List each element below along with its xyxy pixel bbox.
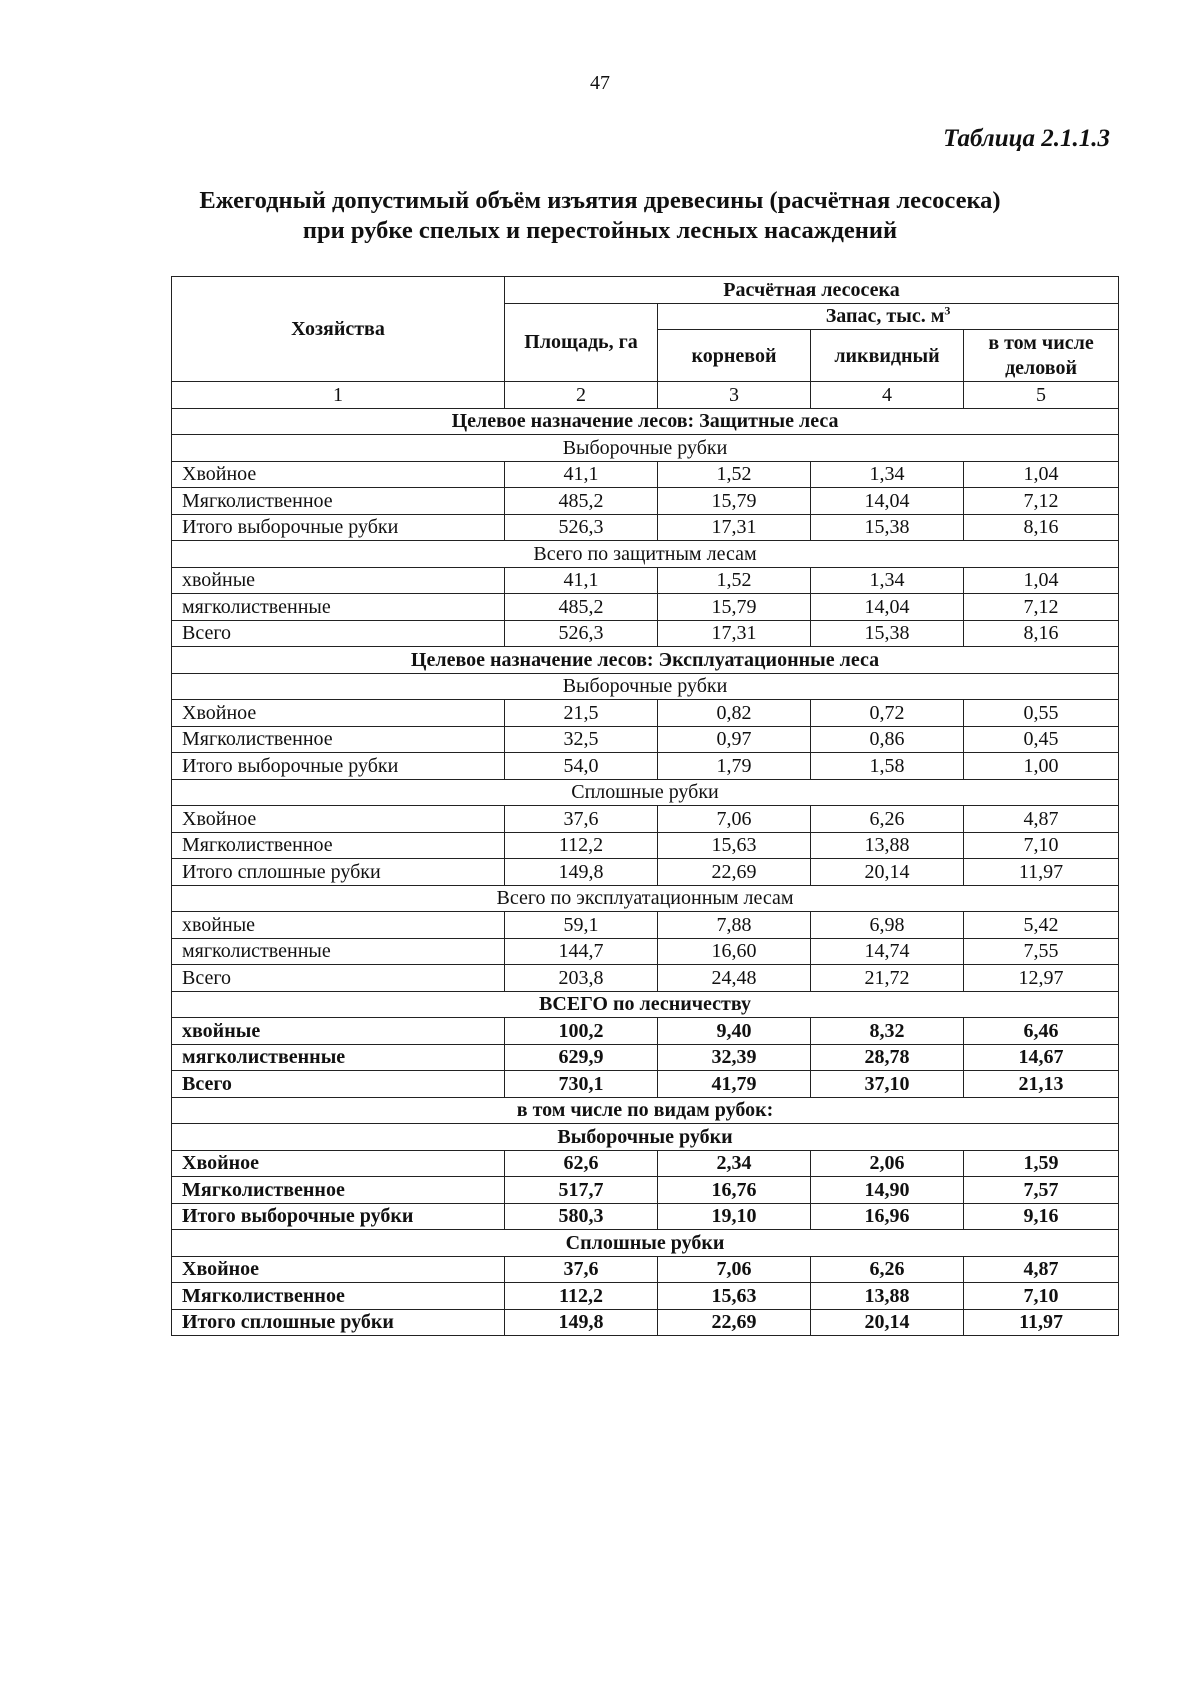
- business-stock-cell: 1,59: [964, 1150, 1119, 1177]
- header-stock-label: Запас, тыс. м: [825, 305, 945, 328]
- liquid-stock-cell: 21,72: [811, 965, 964, 992]
- business-stock-cell: 11,97: [964, 1309, 1119, 1336]
- area-cell: 517,7: [505, 1177, 658, 1204]
- table-row: [172, 938, 1119, 965]
- farm-name-cell: хвойные: [172, 912, 505, 939]
- farm-name-cell: Мягколиственное: [172, 726, 505, 753]
- section-title: Всего по защитным лесам: [172, 541, 1119, 568]
- table-row: [172, 1018, 1119, 1045]
- business-stock-cell: 6,46: [964, 1018, 1119, 1045]
- business-stock-cell: 7,10: [964, 832, 1119, 859]
- business-stock-cell: 7,10: [964, 1283, 1119, 1310]
- area-cell: 41,1: [505, 567, 658, 594]
- liquid-stock-cell: 1,58: [811, 753, 964, 780]
- business-stock-cell: 14,67: [964, 1044, 1119, 1071]
- section-header-row: [172, 991, 1119, 1018]
- root-stock-cell: 16,60: [658, 938, 811, 965]
- section-header-row: [172, 1230, 1119, 1257]
- liquid-stock-cell: 6,98: [811, 912, 964, 939]
- root-stock-cell: 2,34: [658, 1150, 811, 1177]
- area-cell: 526,3: [505, 514, 658, 541]
- root-stock-cell: 9,40: [658, 1018, 811, 1045]
- farm-name-cell: Мягколиственное: [172, 832, 505, 859]
- business-stock-cell: 11,97: [964, 859, 1119, 886]
- farm-name-cell: Всего: [172, 620, 505, 647]
- liquid-stock-cell: 6,26: [811, 1256, 964, 1283]
- table-label: Таблица 2.1.1.3: [943, 125, 1110, 152]
- table-body: [172, 408, 1119, 1336]
- liquid-stock-cell: 20,14: [811, 859, 964, 886]
- section-header-row: [172, 647, 1119, 674]
- header-business: в том числе деловой: [964, 330, 1119, 382]
- page-number: 47: [590, 72, 610, 94]
- table-row: [172, 620, 1119, 647]
- table-row: [172, 912, 1119, 939]
- header-root: корневой: [658, 330, 811, 382]
- root-stock-cell: 0,82: [658, 700, 811, 727]
- table-row: [172, 461, 1119, 488]
- business-stock-cell: 8,16: [964, 620, 1119, 647]
- farm-name-cell: Хвойное: [172, 461, 505, 488]
- section-header-row: [172, 541, 1119, 568]
- header-stock: [658, 303, 1119, 330]
- section-header-row: [172, 779, 1119, 806]
- table-row: [172, 832, 1119, 859]
- table-row: [172, 859, 1119, 886]
- table-header: [172, 277, 1119, 409]
- business-stock-cell: 4,87: [964, 806, 1119, 833]
- root-stock-cell: 1,52: [658, 567, 811, 594]
- area-cell: 526,3: [505, 620, 658, 647]
- section-header-row: [172, 673, 1119, 700]
- liquid-stock-cell: 37,10: [811, 1071, 964, 1098]
- farm-name-cell: Итого выборочные рубки: [172, 753, 505, 780]
- area-cell: 149,8: [505, 859, 658, 886]
- business-stock-cell: 7,57: [964, 1177, 1119, 1204]
- area-cell: 149,8: [505, 1309, 658, 1336]
- cutting-volume-table: [171, 276, 1119, 1336]
- root-stock-cell: 41,79: [658, 1071, 811, 1098]
- root-stock-cell: 17,31: [658, 620, 811, 647]
- area-cell: 21,5: [505, 700, 658, 727]
- liquid-stock-cell: 20,14: [811, 1309, 964, 1336]
- root-stock-cell: 1,52: [658, 461, 811, 488]
- section-title: Всего по эксплуатационным лесам: [172, 885, 1119, 912]
- root-stock-cell: 24,48: [658, 965, 811, 992]
- business-stock-cell: 0,45: [964, 726, 1119, 753]
- area-cell: 629,9: [505, 1044, 658, 1071]
- area-cell: 37,6: [505, 1256, 658, 1283]
- farm-name-cell: мягколиственные: [172, 594, 505, 621]
- area-cell: 112,2: [505, 832, 658, 859]
- root-stock-cell: 15,63: [658, 832, 811, 859]
- root-stock-cell: 7,06: [658, 806, 811, 833]
- root-stock-cell: 32,39: [658, 1044, 811, 1071]
- area-cell: 112,2: [505, 1283, 658, 1310]
- farm-name-cell: Хвойное: [172, 700, 505, 727]
- business-stock-cell: 12,97: [964, 965, 1119, 992]
- liquid-stock-cell: 6,26: [811, 806, 964, 833]
- farm-name-cell: хвойные: [172, 1018, 505, 1045]
- section-title: Выборочные рубки: [172, 673, 1119, 700]
- liquid-stock-cell: 14,90: [811, 1177, 964, 1204]
- area-cell: 203,8: [505, 965, 658, 992]
- table-row: [172, 1150, 1119, 1177]
- section-title: Целевое назначение лесов: Защитные леса: [172, 408, 1119, 435]
- section-title: в том числе по видам рубок:: [172, 1097, 1119, 1124]
- business-stock-cell: 1,04: [964, 567, 1119, 594]
- farm-name-cell: Мягколиственное: [172, 1177, 505, 1204]
- column-numbers-row: [172, 382, 1119, 409]
- header-stock-superscript: 3: [944, 303, 951, 318]
- header-area: Площадь, га: [505, 303, 658, 382]
- area-cell: 730,1: [505, 1071, 658, 1098]
- business-stock-cell: 1,04: [964, 461, 1119, 488]
- area-cell: 54,0: [505, 753, 658, 780]
- section-title: Выборочные рубки: [172, 1124, 1119, 1151]
- farm-name-cell: Итого сплошные рубки: [172, 859, 505, 886]
- business-stock-cell: 7,12: [964, 594, 1119, 621]
- root-stock-cell: 19,10: [658, 1203, 811, 1230]
- table-row: [172, 965, 1119, 992]
- area-cell: 41,1: [505, 461, 658, 488]
- area-cell: 100,2: [505, 1018, 658, 1045]
- root-stock-cell: 22,69: [658, 1309, 811, 1336]
- farm-name-cell: Всего: [172, 1071, 505, 1098]
- document-title: [0, 186, 1200, 246]
- table-row: [172, 753, 1119, 780]
- header-liquid: ликвидный: [811, 330, 964, 382]
- section-header-row: [172, 408, 1119, 435]
- table-row: [172, 726, 1119, 753]
- liquid-stock-cell: 28,78: [811, 1044, 964, 1071]
- table-row: [172, 700, 1119, 727]
- table-row: [172, 1203, 1119, 1230]
- area-cell: 62,6: [505, 1150, 658, 1177]
- business-stock-cell: 9,16: [964, 1203, 1119, 1230]
- liquid-stock-cell: 1,34: [811, 567, 964, 594]
- area-cell: 485,2: [505, 488, 658, 515]
- root-stock-cell: 0,97: [658, 726, 811, 753]
- table-row: [172, 567, 1119, 594]
- table-row: [172, 806, 1119, 833]
- root-stock-cell: 7,06: [658, 1256, 811, 1283]
- farm-name-cell: мягколиственные: [172, 938, 505, 965]
- business-stock-cell: 5,42: [964, 912, 1119, 939]
- root-stock-cell: 15,79: [658, 594, 811, 621]
- farm-name-cell: Итого выборочные рубки: [172, 1203, 505, 1230]
- column-number: 2: [505, 382, 658, 409]
- farm-name-cell: Хвойное: [172, 1256, 505, 1283]
- farm-name-cell: Итого сплошные рубки: [172, 1309, 505, 1336]
- area-cell: 580,3: [505, 1203, 658, 1230]
- liquid-stock-cell: 14,04: [811, 488, 964, 515]
- business-stock-cell: 0,55: [964, 700, 1119, 727]
- section-header-row: [172, 435, 1119, 462]
- business-stock-cell: 21,13: [964, 1071, 1119, 1098]
- table-row: [172, 1044, 1119, 1071]
- farm-name-cell: Хвойное: [172, 806, 505, 833]
- liquid-stock-cell: 15,38: [811, 620, 964, 647]
- section-header-row: [172, 885, 1119, 912]
- business-stock-cell: 7,55: [964, 938, 1119, 965]
- farm-name-cell: Всего: [172, 965, 505, 992]
- table-row: [172, 514, 1119, 541]
- section-title: ВСЕГО по лесничеству: [172, 991, 1119, 1018]
- liquid-stock-cell: 14,74: [811, 938, 964, 965]
- title-line-1: Ежегодный допустимый объём изъятия древесины (расчётная лесосека): [199, 187, 1001, 214]
- header-farms: Хозяйства: [172, 277, 505, 382]
- liquid-stock-cell: 2,06: [811, 1150, 964, 1177]
- area-cell: 37,6: [505, 806, 658, 833]
- table-row: [172, 1177, 1119, 1204]
- section-title: Выборочные рубки: [172, 435, 1119, 462]
- liquid-stock-cell: 0,86: [811, 726, 964, 753]
- table-row: [172, 488, 1119, 515]
- farm-name-cell: Итого выборочные рубки: [172, 514, 505, 541]
- table-row: [172, 1071, 1119, 1098]
- root-stock-cell: 7,88: [658, 912, 811, 939]
- root-stock-cell: 15,63: [658, 1283, 811, 1310]
- root-stock-cell: 22,69: [658, 859, 811, 886]
- business-stock-cell: 7,12: [964, 488, 1119, 515]
- section-title: Сплошные рубки: [172, 779, 1119, 806]
- business-stock-cell: 8,16: [964, 514, 1119, 541]
- section-header-row: [172, 1097, 1119, 1124]
- business-stock-cell: 1,00: [964, 753, 1119, 780]
- liquid-stock-cell: 1,34: [811, 461, 964, 488]
- table-row: [172, 594, 1119, 621]
- area-cell: 32,5: [505, 726, 658, 753]
- section-title: Целевое назначение лесов: Эксплуатационные леса: [172, 647, 1119, 674]
- liquid-stock-cell: 0,72: [811, 700, 964, 727]
- farm-name-cell: мягколиственные: [172, 1044, 505, 1071]
- farm-name-cell: хвойные: [172, 567, 505, 594]
- liquid-stock-cell: 13,88: [811, 832, 964, 859]
- farm-name-cell: Хвойное: [172, 1150, 505, 1177]
- liquid-stock-cell: 14,04: [811, 594, 964, 621]
- area-cell: 144,7: [505, 938, 658, 965]
- root-stock-cell: 15,79: [658, 488, 811, 515]
- liquid-stock-cell: 13,88: [811, 1283, 964, 1310]
- root-stock-cell: 1,79: [658, 753, 811, 780]
- section-header-row: [172, 1124, 1119, 1151]
- title-line-2: при рубке спелых и перестойных лесных насаждений: [302, 217, 898, 244]
- column-number: 3: [658, 382, 811, 409]
- section-title: Сплошные рубки: [172, 1230, 1119, 1257]
- table-row: [172, 1309, 1119, 1336]
- column-number: 4: [811, 382, 964, 409]
- root-stock-cell: 16,76: [658, 1177, 811, 1204]
- table-row: [172, 1283, 1119, 1310]
- liquid-stock-cell: 16,96: [811, 1203, 964, 1230]
- liquid-stock-cell: 8,32: [811, 1018, 964, 1045]
- farm-name-cell: Мягколиственное: [172, 488, 505, 515]
- farm-name-cell: Мягколиственное: [172, 1283, 505, 1310]
- liquid-stock-cell: 15,38: [811, 514, 964, 541]
- area-cell: 485,2: [505, 594, 658, 621]
- business-stock-cell: 4,87: [964, 1256, 1119, 1283]
- area-cell: 59,1: [505, 912, 658, 939]
- table-row: [172, 1256, 1119, 1283]
- column-number: 1: [172, 382, 505, 409]
- header-estimated-cutting-area: Расчётная лесосека: [505, 277, 1119, 304]
- root-stock-cell: 17,31: [658, 514, 811, 541]
- column-number: 5: [964, 382, 1119, 409]
